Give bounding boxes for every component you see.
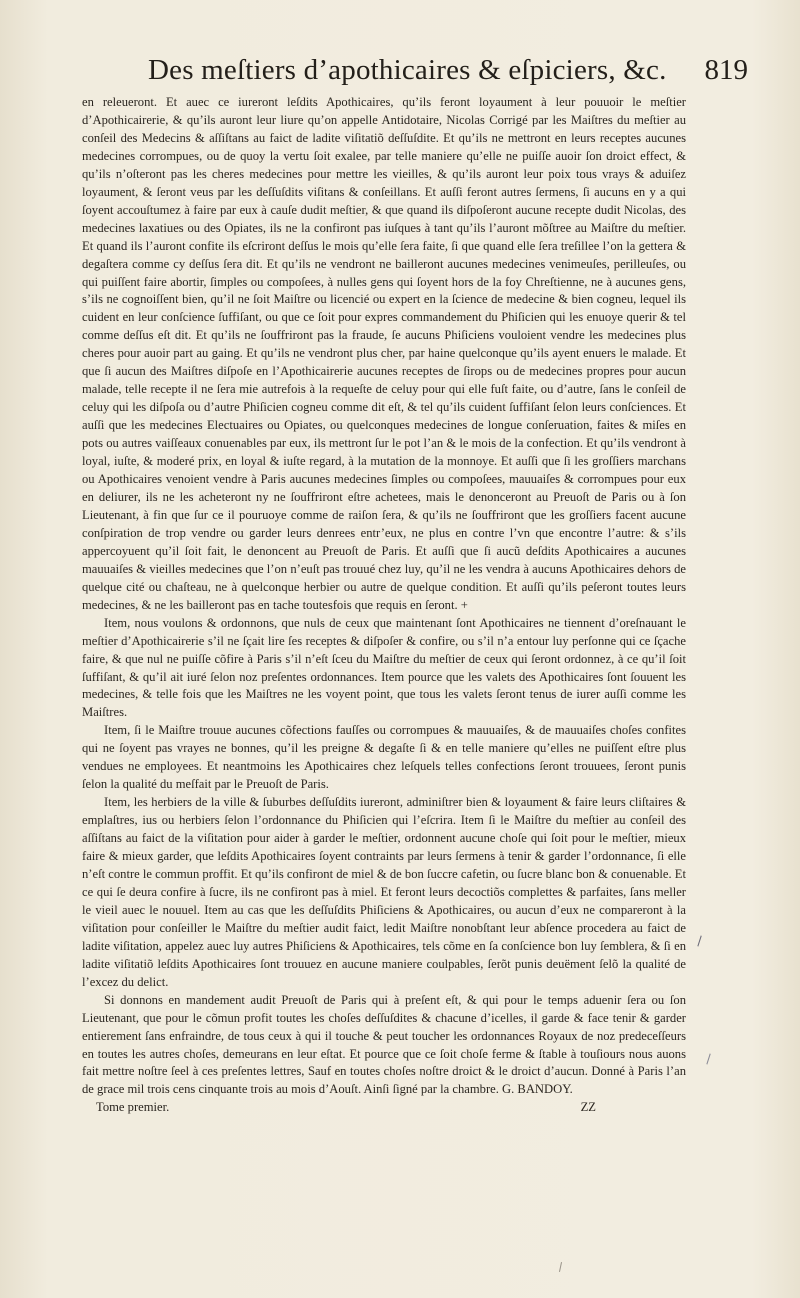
- signature-mark: ZZ: [580, 1100, 596, 1115]
- volume-label: Tome premier.: [96, 1100, 170, 1115]
- running-header: [148, 54, 748, 87]
- page-number: 819: [704, 54, 748, 86]
- paragraph-item-2: Item, ſi le Maiſtre trouue aucunes cõfections fauſſes ou corrompues & mauuaiſes, & de mauuaiſes choſes confites qui ne ſoyent pas vrayes ne bonnes, qu’il les preigne & degaſte ſi & en telle maniere qu’elles ne puiſſent eſtre plus vendues ne employees. Et neantmoins les Apothicaires chez leſquels telles confections ſeront trouuees, ſeront punis ſelon la qualité du meſfait par le Preuoſt de Paris.: [82, 723, 686, 792]
- paragraph-item-3: Item, les herbiers de la ville & ſuburbes deſſuſdits iureront, adminiſtrer bien & loyaument & faire leurs cliſtaires & emplaſtres, ius ou herbiers ſelon l’ordonnance du Phiſicien qui l’eſcrira. Item ſi le Maiſtre du meſtier au conſeil des aſſiſtans au faict de la viſitation pour aider à garder le meſtier, ordonnent aucune choſe qui ſoit pour le meſtier, mieux faire & mieux garder, que leſdits Apothicaires ſoyent contraints par leurs ſermens à tenir & garder l’ordonnance, ſi elle n’eſt contre le commun proffit. Et qu’ils confiront de miel & de bon ſuccre cafetin, ou ſucre blanc bon & conuenable. Et ce qui ſe deura confire à ſucre, ils ne confiront pas à miel. Et feront leurs decoctiõs complettes & parfaites, ſans meller le vieil auec le nouuel. Item au cas que les deſſuſdits Phiſiciens & Apothicaires, ou aucun d’eux ne compareront à la viſitation pour conſeiller le Maiſtre du meſtier audit faict, ledit Maiſtre nonobſtant leur abſence procedera au faict de ladite viſitation, appelez auec luy autres Phiſiciens & Apothicaires, tels cõme en ſa conſcience bon luy ſemblera, & ſi en ladite viſitatiõ leſdits Apothicaires ſont trouuez en aucune maniere coulpables, ſerõt punis deuëment ſelõ la qualité de l’excez du delict.: [82, 795, 686, 989]
- margin-annotation-mark: \: [702, 1052, 715, 1067]
- paragraph-item-1: Item, nous voulons & ordonnons, que nuls de ceux que maintenant ſont Apothicaires ne tiennent d’oreſnauant le meſtier d’Apothicairerie s’il ne ſçait lire ſes receptes & diſpoſer & confire, ou s’il n’a entour luy perſonne qui ce ſçache faire, & que nul ne puiſſe cõfire à Paris s’il n’eſt ſceu du Maiſtre du meſtier de ceux qui ſeront ordonnez, à ce qu’il ſoit ſuffiſant, & qu’il ait iuré ſelon noz preſentes ordonnances. Item pource que les valets des Apothicaires ſont ſouuent les medecines, & telle fois que les Maiſtres ne les voyent point, que tous les valets ſeront tenus de iurer auſſi comme les Maiſtres.: [82, 615, 686, 720]
- paragraph-mandate: Si donnons en mandement audit Preuoſt de Paris qui à preſent eſt, & qui pour le temps aduenir ſera ou ſon Lieutenant, que pour le cõmun profit toutes les choſes deſſuſdites & chacune d’icelles, il garde & face tenir & garder entierement ſans enfraindre, de tous ceux à qui il touche & peut toucher les ordonnances Royaux de noz predeceſſeurs en toutes les autres choſes, demeurans en leur eſtat. Et pource que ce ſoit choſe ferme & ſtable à touſiours nous auons fait mettre noſtre ſeel à ces preſentes lettres, Sauf en toutes choſes noſtre droict & le droict d’aucun. Donné à Paris l’an de grace mil trois cens cinquante trois au mois d’Aouſt. Ainſi ſigné par la chambre. G. BANDOY.: [82, 992, 686, 1097]
- running-title: Des meſtiers d’apothicaires & eſpiciers, &c.: [148, 54, 667, 86]
- body-text: [82, 94, 686, 1117]
- paragraph-ordinance: en releueront. Et auec ce iureront leſdits Apothicaires, qu’ils feront loyaument à leur pouuoir le meſtier d’Apothicairerie, & qu’ils auront leur liure qu’on appelle Antidotaire, Nicolas Corrigé par les Maiſtres du meſtier au conſeil des Medecins & aſſiſtans au faict de ladite viſitatiõ deſſuſdite. Et qu’ils ne mettront en leurs receptes aucunes medecines corrompues, ou de quoy la vertu ſoit exalee, par telle maniere qu’elle ne puiſſe auoir ſon droict effect, & qu’ils n’oſteront pas les cheres medecines pour mettre les vieilles, & qu’ils auront leur poix tous vrays & aduiſez loyaument, & ſeront veus par les deſſuſdits viſitans & conſeillans. Et auſſi feront autres ſermens, ſi aucuns en y a qui ſoyent accouſtumez à faire par eux à cauſe dudit meſtier, & que quand ils diſpoſeront aucune recepte dudit Nicolas, des medecines laxatiues ou des Opiates, ils ne la confiront pas iuſques à tant qu’ils l’auront mõſtree au Maiſtre du meſtier. Et quand ils l’auront confite ils eſcriront deſſus le mois qu’elle ſera faite, ſi que quand elle ſera treſillee l’on la gettera & degaſtera comme cy deſſus ſera dit. Et qu’ils ne vendront ne bailleront aucunes medecines venimeuſes, perilleuſes, ou qui puiſſent faire abortir, ſimples ou compoſees, à nulles gens qui ſoyent hors de la foy Chreſtienne, ne à aucunes gens, s’ils ne cognoiſſent bien, qu’il ne ſoit Maiſtre ou licencié ou expert en la ſcience de medecine & bien cogneu, lequel ils cuident en leur conſcience ſuffiſant, ou que ce ſoit pour expres commandement du Phiſicien qui les enuoye querir & tel comme deſſus eſt dit. Et qu’ils ne ſouffriront pas la fraude, ſe aucuns Phiſiciens vouloient vendre les medecines plus cheres pour auoir part au gaing. Et qu’ils ne vendront plus cher, par haine quelconque qu’ils ayent enuers le malade. Et que ſi aucun des Maiſtres diſpoſe en l’Apothicairerie aucunes receptes de ſirops ou de medecines propres pour aucun malade, telle recepte il ne ſera mie autrefois à la requeſte de celuy pour qui elle fuſt faite, ou d’autre, ſans le conſeil de celuy qui les diſpoſa ou d’autre Phiſicien cogneu comme dit eſt, & tel qu’ils cuident ſuffiſant ſelon leurs conſciences. Et auſſi que les medecines Electuaires ou Opiates, ou quelconques medecines de longue conſeruation, faites & miſes en pots ou autres vaiſſeaux conuenables par eux, ils mettront ſur le pot l’an & le mois de la confection. Et qu’ils vendront à loyal, iuſte, & moderé prix, en loyal & iuſte regard, à la mutation de la monnoye. Et auſſi que ſi les groſſiers marchans ou Apothicaires venoient vendre à Paris aucunes medecines ſimples ou compoſees, mauuaiſes & corrompues pour eux en deliurer, ils ne les acheteront ny ne ſouffriront eſtre achetees, mais le denonceront au Preuoſt de Paris ou à ſon Lieutenant, à fin que ſur ce il pouruoye comme de raiſon ſera, & qu’ils ne ſouffriront que les groſſiers facent aucune conſpiration de trop vendre ou garder leurs denrees entr’eux, ne plus en contre l’vn que encontre l’autre: & s’ils appercoyuent qu’il ſoit fait, le denoncent au Preuoſt de Paris. Et auſſi que ſi aucũ deſdits Apothicaires a aucunes mauuaiſes & vieilles medecines que l’on n’euſt pas trouué chez luy, qu’il ne les vendra à aucuns Apothicaires dehors de quelque cité ou chaſteau, ne à quelconque herbier ou autre de quelque condition. Et auſſi qu’ils peſeront toutes leurs medecines, & ne les bailleront pas en tache toutesfois que requis en ſeront. +: [82, 95, 686, 612]
- stray-ink-mark: [559, 1262, 562, 1272]
- margin-annotation-mark: \: [693, 934, 706, 949]
- catchline: [82, 1099, 686, 1117]
